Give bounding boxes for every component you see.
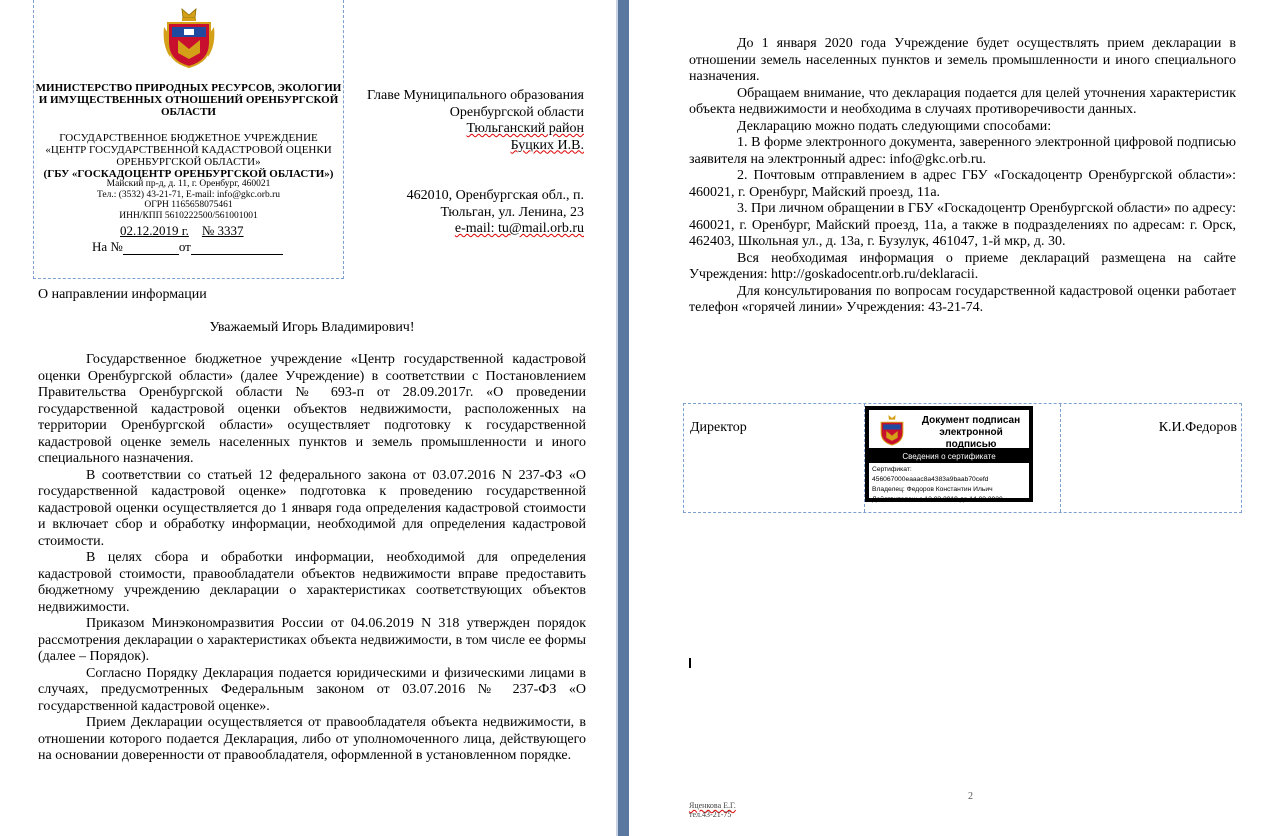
institution-line1: ГОСУДАРСТВЕННОЕ БЮДЖЕТНОЕ УЧРЕЖДЕНИЕ — [59, 132, 318, 144]
stamp-header — [869, 410, 1029, 448]
signer-position: Директор — [690, 420, 747, 435]
recipient-address-line2: Тюльган, ул. Ленина, 23 — [440, 204, 584, 220]
paragraph: 1. В форме электронного документа, заверенного электронной цифровой подписью заявителя на электронный адрес: info@gkc.orb.ru. — [689, 135, 1236, 167]
recipient-line2: Оренбургской области — [449, 104, 584, 120]
signature-table — [683, 403, 1242, 513]
registration-date-number — [120, 223, 244, 239]
institution-short-name: (ГБУ «ГОСКАДОЦЕНТР ОРЕНБУРГСКОЙ ОБЛАСТИ») — [43, 168, 334, 180]
paragraph: До 1 января 2020 года Учреждение будет осуществлять прием декларации в отношении земель населенных пунктов и земель промышленности и иного специального назначения. — [689, 36, 1236, 84]
certificate-id: Сертификат: 456067000eaaac8a4383a9baab70cefd — [872, 466, 989, 483]
paragraph: 3. При личном обращении в ГБУ «Госкадоцентр Оренбургской области» по адресу: 460021, г. Оренбург, Майский проезд, 11а, а также в подразделениях по адресам: г. Орск, 462403, Школьная ул., д. 13а, г. Бузулук, 461047, 1-й мкр, д. 30. — [689, 201, 1236, 249]
letter-subject: О направлении информации — [38, 287, 207, 302]
executor-phone: тел.43-21-75 — [689, 810, 732, 819]
institution-ogrn: ОГРН 1165658075461 — [144, 200, 233, 210]
signature-position-cell — [684, 404, 865, 512]
institution-inn: ИНН/КПП 5610222500/561001001 — [119, 210, 258, 221]
certificate-owner: Владелец: Федоров Константин Ильич — [872, 486, 993, 493]
letterhead-block — [33, 0, 344, 279]
paragraph: Государственное бюджетное учреждение «Центр государственной кадастровой оценки Оренбургской области» (далее Учреждение) в соответствии с Постановлением Правительства Оренбургской области № 693-п от 28.09.2017г. «О проведении государственной кадастровой оценки объектов недвижимости, расположенных на территории Оренбургской области» осуществляет подготовку к государственной кадастровой оценке земель населенных пунктов и земель промышленности и иного специального назначения. — [38, 352, 586, 466]
signer-name: К.И.Федоров — [1158, 420, 1237, 435]
paragraph: Для консультирования по вопросам государственной кадастровой оценки работает телефон «горячей линии» Учреждения: 43-21-74. — [689, 283, 1236, 315]
signature-name-cell — [1060, 404, 1241, 512]
recipient-block — [324, 88, 584, 154]
reference-line — [92, 239, 283, 255]
letter-body-page1 — [38, 352, 586, 765]
paragraph: Прием Декларации осуществляется от правообладателя объекта недвижимости, в отношении которого подается Декларация, либо от уполномоченного лица, действующего на основании доверенности от правообладателя, оформленной в установленном порядке. — [38, 715, 586, 763]
document-page-1 — [0, 0, 616, 836]
recipient-email[interactable]: e-mail: tu@mail.orb.ru — [454, 221, 584, 236]
page-separator — [616, 0, 629, 836]
reference-prefix: На № — [92, 239, 123, 254]
recipient-line3: Тюльганский район — [466, 121, 584, 136]
text-cursor — [689, 658, 691, 668]
electronic-signature-stamp — [865, 406, 1033, 502]
executor-name: Яценкова Е.Г. — [689, 801, 736, 810]
paragraph: Приказом Минэкономразвития России от 04.06.2019 N 318 утвержден порядок рассмотрения декларации о характеристиках объекта недвижимости, в том числе ее формы (далее – Порядок). — [38, 616, 586, 664]
ministry-name: МИНИСТЕРСТВО ПРИРОДНЫХ РЕСУРСОВ, ЭКОЛОГИИ И ИМУЩЕСТВЕННЫХ ОТНОШЕНИЙ ОРЕНБУРГСКОЙ ОБЛАСТИ — [35, 82, 342, 118]
institution-line2: «ЦЕНТР ГОСУДАРСТВЕННОЙ КАДАСТРОВОЙ ОЦЕНКИ ОРЕНБУРГСКОЙ ОБЛАСТИ» — [45, 144, 332, 168]
oblast-coat-of-arms-icon — [162, 7, 216, 69]
letter-body-page2 — [689, 36, 1236, 317]
institution-phone-email[interactable]: Тел.: (3532) 43-21-71, E-mail: info@gkc.orb.ru — [96, 189, 281, 200]
paragraph: Обращаем внимание, что декларация подается для целей уточнения характеристик объекта недвижимости и необходима в случаях противоречивости данных. — [689, 85, 1236, 117]
paragraph: 2. Почтовым отправлением в адрес ГБУ «Госкадоцентр Оренбургской области»: 460021, г. Оренбург, Майский проезд, 11а. — [689, 168, 1236, 200]
registration-date: 02.12.2019 г. — [120, 223, 189, 238]
institution-name — [34, 132, 343, 180]
stamp-title: Документ подписан электронной подписью — [921, 415, 1021, 450]
paragraph: Вся необходимая информация о приеме деклараций размещена на сайте Учреждения: http://goskadocentr.orb.ru/deklaracii. — [689, 250, 1236, 282]
institution-address: Майский пр-д, д. 11, г. Оренбург, 460021 — [106, 179, 271, 189]
registration-number: № 3337 — [201, 223, 244, 238]
certificate-info — [869, 463, 1029, 503]
recipient-address-line1: 462010, Оренбургская обл., п. — [406, 188, 584, 203]
reference-mid: от — [178, 239, 191, 254]
stamp-band: Сведения о сертификате — [902, 452, 996, 461]
stamp-coat-of-arms-icon — [877, 414, 907, 446]
letter-greeting: Уважаемый Игорь Владимирович! — [209, 320, 415, 335]
paragraph: Декларацию можно подать следующими способами: — [737, 118, 1052, 134]
paragraph: Согласно Порядку Декларация подается юридическими и физическими лицами в случаях, предусмотренных Федеральным законом от 03.07.2016 № 237-ФЗ «О государственной кадастровой оценке». — [38, 665, 586, 714]
page-number: 2 — [968, 791, 973, 802]
executor-footer — [689, 801, 736, 819]
paragraph: В соответствии со статьей 12 федерального закона от 03.07.2016 N 237-ФЗ «О государственной кадастровой оценке» подготовка к проведению государственной кадастровой оценки осуществляется до 1 января года определения кадастровой стоимости и включает сбор и обработку информации, необходимой для определения кадастровой стоимости. — [38, 467, 586, 549]
recipient-name: Буцких И.В. — [510, 137, 584, 153]
recipient-address — [324, 188, 584, 238]
certificate-validity: Действителен: с 12.03.2019 до 14.03.2020 — [872, 496, 1003, 503]
recipient-line1: Главе Муниципального образования — [367, 88, 584, 103]
document-page-2 — [629, 0, 1263, 836]
paragraph: В целях сбора и обработки информации, необходимой для определения кадастровой стоимости, правообладатели объектов недвижимости вправе предоставить бюджетному учреждению декларации о характеристиках соответствующих объектов недвижимости. — [38, 550, 586, 615]
institution-contacts — [34, 179, 343, 221]
